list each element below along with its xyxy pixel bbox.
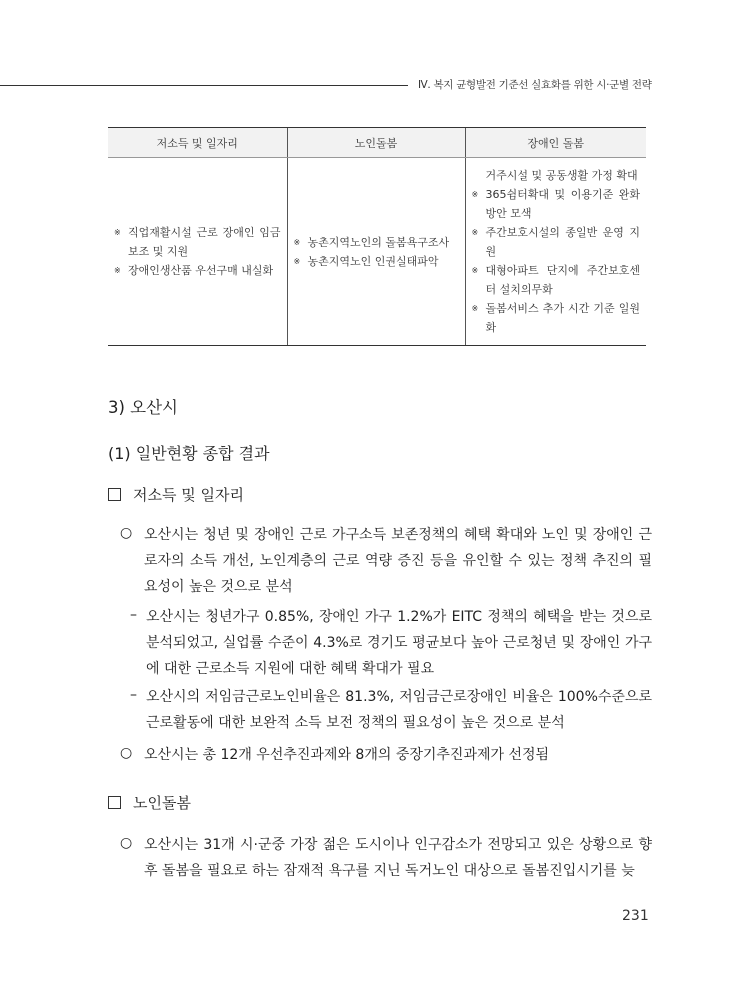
checkbox-square-icon	[108, 488, 121, 501]
circle-bullet-icon: ○	[120, 525, 133, 541]
table-cell-disability-care	[465, 158, 646, 346]
dash-bullet-icon: –	[130, 687, 137, 703]
circle-bullet-icon: ○	[120, 745, 133, 761]
section-heading-label: 저소득 및 일자리	[133, 486, 244, 504]
paragraph: 오산시는 청년가구 0.85%, 장애인 가구 1.2%가 EITC 정책의 혜택을 받는 것으로 분석되었고, 실업률 수준이 4.3%로 경기도 평균보다 높아 근로청년 및 장애인 가구에 대한 근로소득 지원에 대한 혜택 확대가 필요	[146, 609, 652, 677]
paragraph: 오산시는 31개 시·군중 가장 젊은 도시이나 인구감소가 전망되고 있은 상황으로 향후 돌봄을 필요로 하는 잠재적 욕구를 지닌 독거노인 대상으로 돌봄진입시기를 늦	[144, 837, 652, 879]
table-header-disability-care: 장애인 돌봄	[465, 128, 646, 158]
table-header-low-income: 저소득 및 일자리	[108, 128, 287, 158]
paragraph: 오산시는 총 12개 우선추진과제와 8개의 중장기추진과제가 선정됨	[144, 747, 550, 763]
section-heading-elderly-care	[108, 792, 191, 813]
subsection-title: (1) 일반현황 종합 결과	[108, 444, 270, 463]
section-heading-low-income	[108, 484, 244, 505]
list-item: ※ 농촌지역노인 인권실태파악	[294, 252, 459, 271]
section-title: 3) 오산시	[108, 398, 178, 417]
running-header: Ⅳ. 복지 균형발전 기준선 실효화를 위한 시·군별 전략	[418, 79, 652, 91]
list-item: ※ 농촌지역노인의 돌봄욕구조사	[294, 233, 459, 252]
checkbox-square-icon	[108, 796, 121, 809]
header-rule	[0, 85, 408, 86]
table-cell-elderly-care	[287, 158, 465, 346]
paragraph: 오산시의 저임금근로노인비율은 81.3%, 저임금근로장애인 비율은 100%수준으로 근로활동에 대한 보완적 소득 보전 정책의 필요성이 높은 것으로 분석	[146, 689, 652, 731]
list-item: ※ 대형아파트 단지에 주간보호센터 설치의무화	[472, 261, 641, 299]
list-item: ※ 주간보호시설의 종일반 운영 지원	[472, 223, 641, 261]
section-heading-label: 노인돌봄	[133, 794, 191, 812]
list-item: ※ 365쉼터확대 및 이용기준 완화 방안 모색	[472, 185, 641, 223]
list-item: ※ 장애인생산품 우선구매 내실화	[114, 261, 281, 280]
table-cell-low-income	[108, 158, 287, 346]
policy-table	[108, 127, 646, 346]
list-item: 거주시설 및 공동생활 가정 확대	[485, 169, 638, 182]
list-item: ※ 직업재활시설 근로 장애인 임금보조 및 지원	[114, 223, 281, 261]
paragraph: 오산시는 청년 및 장애인 근로 가구소득 보존정책의 혜택 확대와 노인 및 장애인 근로자의 소득 개선, 노인계층의 근로 역량 증진 등을 유인할 수 있는 정책 추진의 필요성이 높은 것으로 분석	[144, 527, 652, 595]
dash-bullet-icon: –	[130, 607, 137, 623]
table-header-elderly-care: 노인돌봄	[287, 128, 465, 158]
list-item: ※ 돌봄서비스 추가 시간 기준 일원화	[472, 299, 641, 337]
page-number: 231	[622, 908, 649, 924]
circle-bullet-icon: ○	[120, 835, 133, 851]
